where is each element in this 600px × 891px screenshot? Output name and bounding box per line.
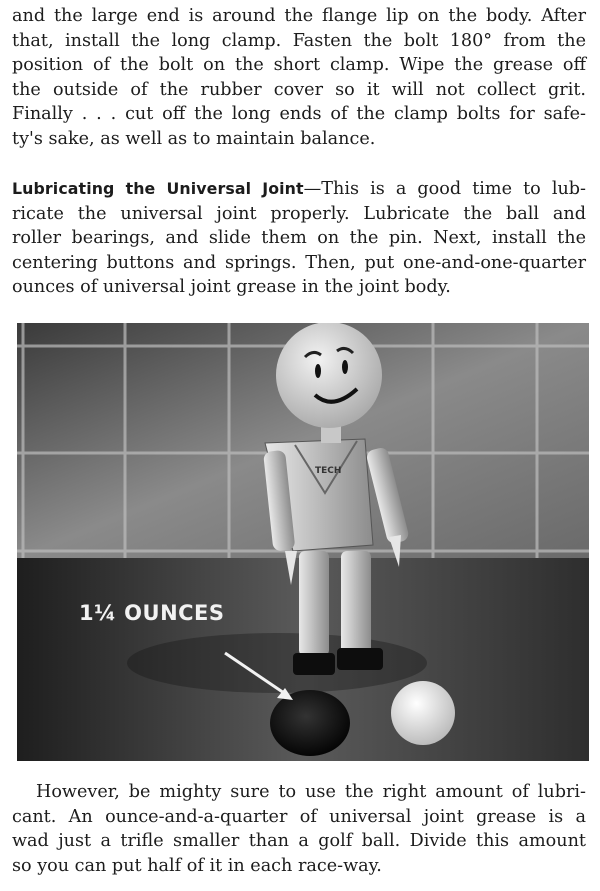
text-line: and the large end is around the flange lip on the body. After bbox=[12, 6, 586, 26]
paragraph-lubricating bbox=[12, 177, 586, 300]
paragraph-right-amount bbox=[12, 780, 586, 878]
text-line: cant. An ounce-and-a-quarter of universal joint grease is a bbox=[12, 806, 586, 827]
text-line: ounces of universal joint grease in the joint body. bbox=[12, 277, 451, 297]
text-line: wad just a trifle smaller than a golf ball. Divide this amount bbox=[12, 831, 586, 851]
paragraph-clamp-instructions bbox=[12, 4, 586, 151]
section-heading: Lubricating the Universal Joint bbox=[12, 179, 304, 198]
text-line: the outside of the rubber cover so it will not collect grit. bbox=[12, 79, 586, 100]
mascot-right-shoe bbox=[337, 648, 383, 670]
text-line: position of the bolt on the short clamp. Wipe the grease off bbox=[12, 55, 586, 75]
photo-caption-label: 1¼ OUNCES bbox=[79, 601, 225, 625]
text-line: However, be mighty sure to use the right amount of lubri- bbox=[36, 782, 586, 802]
text-line: ricate the universal joint properly. Lubricate the ball and bbox=[12, 203, 586, 224]
mascot-shirt-text: TECH bbox=[315, 466, 342, 476]
text-line: so you can put half of it in each race-way. bbox=[12, 855, 382, 876]
golf-ball bbox=[391, 681, 455, 745]
heading-line-rest: —This is a good time to lub- bbox=[303, 179, 586, 199]
photo-mascot-grease bbox=[17, 323, 589, 761]
text-line: Finally . . . cut off the long ends of the clamp bolts for safe- bbox=[12, 104, 586, 124]
text-line: roller bearings, and slide them on the pin. Next, install the bbox=[12, 228, 586, 248]
mascot-right-leg bbox=[341, 551, 371, 656]
text-line: that, install the long clamp. Fasten the bolt 180° from the bbox=[12, 30, 586, 51]
mascot-left-leg bbox=[299, 551, 329, 656]
text-line: ty's sake, as well as to maintain balance. bbox=[12, 128, 376, 149]
photo-illustration bbox=[17, 323, 589, 761]
mascot-left-eye bbox=[315, 364, 321, 378]
grease-wad bbox=[270, 690, 350, 756]
mascot-left-shoe bbox=[293, 653, 335, 675]
text-line: centering buttons and springs. Then, put one-and-one-quarter bbox=[12, 252, 586, 273]
mascot-right-eye bbox=[342, 360, 348, 374]
text-line bbox=[12, 177, 586, 202]
mascot-head bbox=[276, 323, 382, 428]
